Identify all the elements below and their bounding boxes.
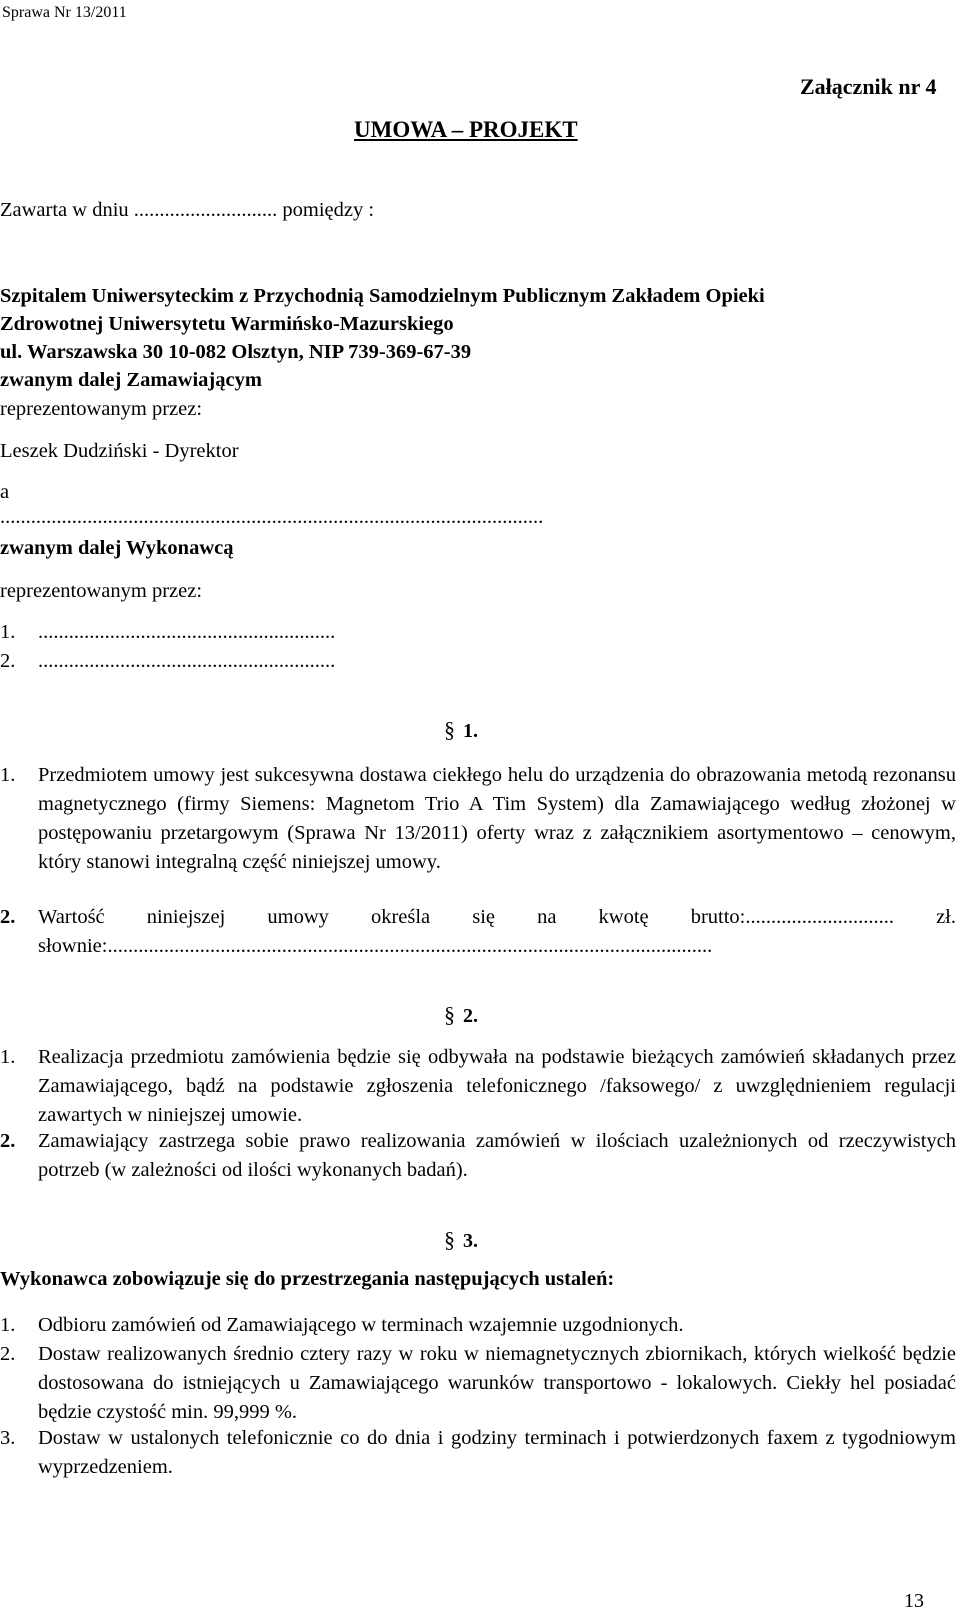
section-sign: §	[444, 1227, 455, 1252]
item-text: Realizacja przedmiotu zamówienia będzie się odbywała na podstawie bieżących zamówień składanych przez Zamawiającego, bądź na podstawie zgłoszenia telefonicznego /faksowego/ z uwzględnieniem regulacji zawartych w niniejszej umowie.	[38, 1046, 956, 1126]
item-number: 1.	[0, 764, 16, 786]
section-number: 1.	[463, 720, 478, 742]
item-number: 2.	[0, 1130, 16, 1152]
item-text: Dostaw realizowanych średnio cztery razy w roku w niemagnetycznych zbiornikach, których wielkość będzie dostosowana do istniejących u Zamawiającego warunków transportowo - lokalowych. Ciekły hel posiadać będzie czystość min. 99,999 %.	[38, 1343, 956, 1423]
item-text: Przedmiotem umowy jest sukcesywna dostawa ciekłego helu do urządzenia do obrazowania metodą rezonansu magnetycznego (firmy Siemens: Magnetom Trio A Tim System) dla Zamawiającego według złożonej w postępowaniu przetargowym (Sprawa Nr 13/2011) oferty wraz z załącznikiem asortymentowo – cenowym, który stanowi integralną część niniejszej umowy.	[38, 764, 956, 873]
party2-rep2-number: 2.	[0, 650, 16, 672]
section-sign: §	[444, 1002, 455, 1027]
section-2-heading	[444, 1002, 478, 1028]
item-text: Zamawiający zastrzega sobie prawo realizowania zamówień w ilościach uzależnionych od rzeczywistych potrzeb (w zależności od ilości wykonanych badań).	[38, 1130, 956, 1181]
party1-name-line1: Szpitalem Uniwersyteckim z Przychodnią Samodzielnym Publicznym Zakładem Opieki	[0, 285, 765, 307]
list-item	[0, 1311, 956, 1340]
intro-line: Zawarta w dniu ............................ pomiędzy :	[0, 199, 375, 221]
party1-called: zwanym dalej Zamawiającym	[0, 369, 262, 391]
section-sign: §	[444, 717, 455, 742]
page-number: 13	[904, 1590, 924, 1612]
party2-rep1-number: 1.	[0, 621, 16, 643]
section-1-heading	[444, 717, 478, 743]
list-item	[0, 1424, 956, 1482]
section-3-lead: Wykonawca zobowiązuje się do przestrzegania następujących ustaleń:	[0, 1268, 615, 1290]
document-title: UMOWA – PROJEKT	[354, 117, 578, 142]
item-number: 3.	[0, 1427, 16, 1449]
list-item	[0, 903, 956, 961]
item-number: 1.	[0, 1046, 16, 1068]
item-number: 1.	[0, 1314, 16, 1336]
case-reference: Sprawa Nr 13/2011	[2, 4, 127, 21]
party2-called: zwanym dalej Wykonawcą	[0, 537, 234, 559]
item-text: Odbioru zamówień od Zamawiającego w terminach wzajemnie uzgodnionych.	[38, 1314, 684, 1336]
item-text: Dostaw w ustalonych telefonicznie co do dnia i godziny terminach i potwierdzonych faxem z tygodniowym wyprzedzeniem.	[38, 1427, 956, 1478]
item-number: 2.	[0, 906, 16, 928]
party2-rep1-blank: ..........................................................	[38, 621, 336, 643]
annex-label: Załącznik nr 4	[800, 74, 937, 99]
party1-name-line2: Zdrowotnej Uniwersytetu Warmińsko-Mazurskiego	[0, 313, 454, 335]
item-number: 2.	[0, 1343, 16, 1365]
list-item	[0, 761, 956, 877]
item-text: Wartość niniejszej umowy określa się na kwotę brutto:............................. zł. słownie:......................................................................................................................	[38, 906, 956, 957]
party2-blank: ..........................................................................................................	[0, 506, 544, 528]
section-number: 2.	[463, 1005, 478, 1027]
party1-address: ul. Warszawska 30 10-082 Olsztyn, NIP 739-369-67-39	[0, 341, 472, 363]
list-item	[0, 1127, 956, 1185]
list-item	[0, 1340, 956, 1427]
list-item	[0, 1043, 956, 1130]
party2-represented: reprezentowanym przez:	[0, 580, 203, 602]
party1-representative: Leszek Dudziński - Dyrektor	[0, 440, 239, 462]
section-number: 3.	[463, 1230, 478, 1252]
conjunction-a: a	[0, 481, 10, 503]
party1-represented: reprezentowanym przez:	[0, 398, 203, 420]
section-3-heading	[444, 1227, 478, 1253]
party2-rep2-blank: ..........................................................	[38, 650, 336, 672]
